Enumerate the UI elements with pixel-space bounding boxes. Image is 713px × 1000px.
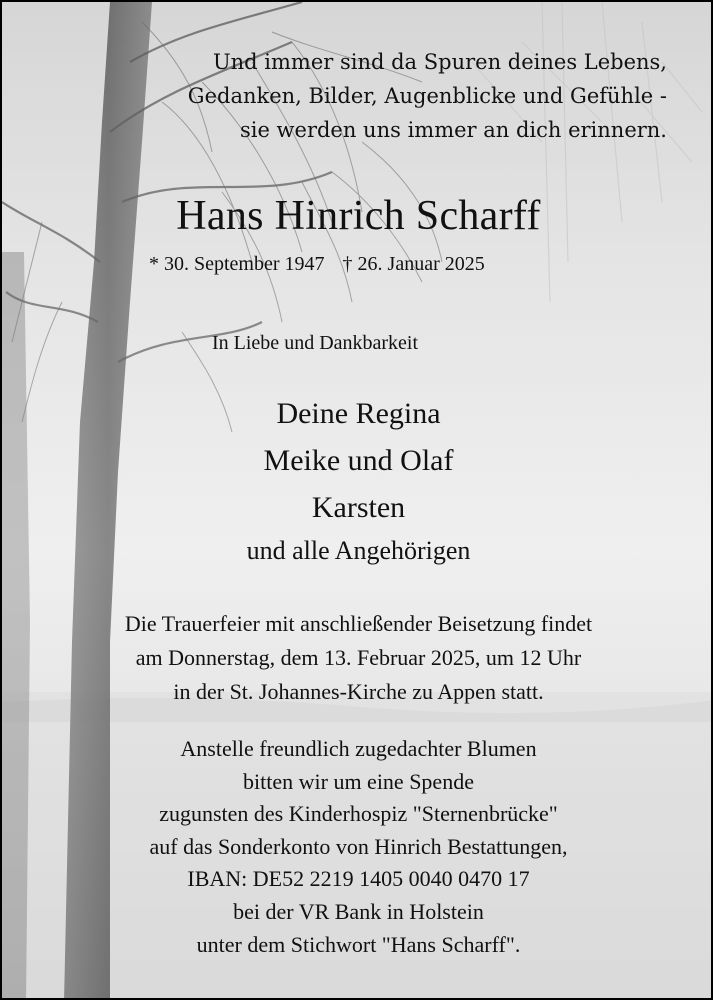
service-line: in der St. Johannes-Kirche zu Appen statt. bbox=[173, 679, 544, 704]
service-line: Die Trauerfeier mit anschließender Beisetzung findet bbox=[124, 611, 593, 636]
donation-line: Anstelle freundlich zugedachter Blumen bbox=[180, 736, 537, 761]
mourner-name: Karsten bbox=[311, 491, 406, 524]
mourner-name: Meike und Olaf bbox=[263, 444, 454, 477]
life-dates bbox=[149, 253, 485, 276]
quote-line: Und immer sind da Spuren deines Lebens, bbox=[212, 50, 667, 74]
mourner-name: Deine Regina bbox=[276, 397, 441, 430]
quote-line: Gedanken, Bilder, Augenblicke und Gefühle - bbox=[187, 84, 667, 108]
donation-request bbox=[2, 733, 713, 961]
donation-line: unter dem Stichwort "Hans Scharff". bbox=[196, 931, 521, 957]
gratitude-line: In Liebe und Dankbarkeit bbox=[212, 332, 419, 354]
donation-line: bei der VR Bank in Holstein bbox=[233, 898, 484, 924]
mourners-list bbox=[2, 390, 713, 571]
deceased-name: Hans Hinrich Scharff bbox=[176, 193, 541, 239]
mourners-closing: und alle Angehörigen bbox=[246, 536, 471, 565]
death-date: † 26. Januar 2025 bbox=[342, 253, 485, 275]
donation-line: zugunsten des Kinderhospiz "Sternenbrücke" bbox=[159, 801, 558, 827]
donation-line: bitten wir um eine Spende bbox=[243, 768, 474, 794]
donation-line: auf das Sonderkonto von Hinrich Bestattungen, bbox=[149, 833, 568, 859]
iban-line: IBAN: DE52 2219 1405 0040 0470 17 bbox=[187, 866, 530, 892]
birth-date: * 30. September 1947 bbox=[149, 253, 325, 275]
service-line: am Donnerstag, dem 13. Februar 2025, um 12 Uhr bbox=[135, 645, 582, 670]
quote-line: sie werden uns immer an dich erinnern. bbox=[239, 118, 667, 142]
funeral-service-info bbox=[2, 607, 713, 709]
memorial-quote bbox=[107, 45, 667, 147]
